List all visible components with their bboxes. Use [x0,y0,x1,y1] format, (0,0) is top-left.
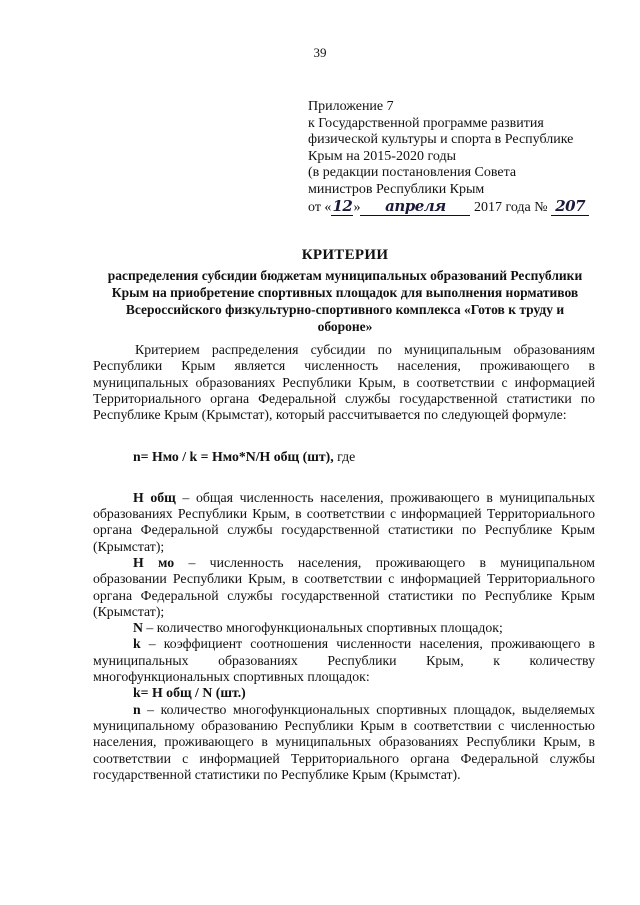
definition-text: – количество многофункциональных спортивных площадок, выделяемых муниципальному образованию Республики Крым в соответствии с численностью населения, проживающего в муниципальных образованиях Республики Крым, в соответствии с информацией Территориального органа Федеральной службы государственной статистики по Республике Крым (Крымстат). [93,701,595,782]
definition-term: Н общ [133,489,176,505]
appendix-line: (в редакции постановления Совета [308,165,517,181]
appendix-date-line [308,196,608,217]
handwritten-number: 207 [555,196,586,215]
definition-text: – численность населения, проживающего в муниципальном образовании Республики Крым, в соответствии с информацией Территориального органа Федеральной службы государственной статистики по Республике Крым (Крымстат); [93,554,595,619]
definition-text: – общая численность населения, проживающего в муниципальных образованиях Республики Крым, в соответствии с информацией Территориального органа Федеральной службы государственной статистики по Республике Крым (Крымстат); [93,489,595,554]
heading-subtitle: распределения субсидии бюджетам муниципальных образований Республики Крым на приобретение спортивных площадок для выполнения нормативов Всероссийского физкультурно-спортивного комплекса «Готов к труду и обороне» [107,268,583,334]
appendix-line: Крым на 2015-2020 годы [308,148,456,164]
definition-item [93,490,595,555]
intro-paragraph: Критерием распределения субсидии по муниципальным образованиям Республики Крым является численность населения, проживающего в муниципальных образованиях Республики Крым, в соответствии с информацией Территориального органа Федеральной службы государственной статистики по Республике Крым (Крымстат), который рассчитывается по следующей формуле: [93,342,595,423]
page-number: 39 [313,45,327,60]
handwritten-month: апреля [385,196,446,215]
appendix-line: к Государственной программе развития [308,115,544,131]
handwritten-day: 12 [332,196,353,215]
appendix-block [308,99,608,216]
definition-item [93,555,595,620]
formula-expression: n= Нмо / k = Нмо*N/Н общ (шт), [133,449,334,465]
definition-item [93,620,595,636]
doc-number-field [551,196,589,216]
appendix-line: министров Республики Крым [308,181,485,197]
definition-term: N [133,620,143,636]
date-quote: » [353,199,361,215]
definition-term: Н мо [133,554,175,570]
appendix-line: физической культуры и спорта в Республике [308,132,574,148]
definition-item [93,636,595,685]
date-year: 2017 года № [473,199,548,215]
formula-where: где [333,449,356,465]
main-formula [93,449,595,465]
definition-item [93,702,595,783]
document-body [93,342,595,783]
heading-title: КРИТЕРИИ [301,247,389,263]
definition-text: – количество многофункциональных спортивных площадок; [142,620,503,636]
k-formula: k= Н общ / N (шт.) [133,685,246,701]
date-day-field [331,196,353,216]
date-prefix: от « [308,199,332,215]
definition-term: k [133,636,141,652]
appendix-line: Приложение 7 [308,99,394,114]
date-month-field [360,196,470,216]
definitions [93,490,595,783]
definition-term: n [133,701,141,717]
document-heading [100,247,590,335]
definition-text: – коэффициент соотношения численности населения, проживающего в муниципальных образованиях Республики Крым, к количеству многофункциональных спортивных площадок: [93,636,595,685]
